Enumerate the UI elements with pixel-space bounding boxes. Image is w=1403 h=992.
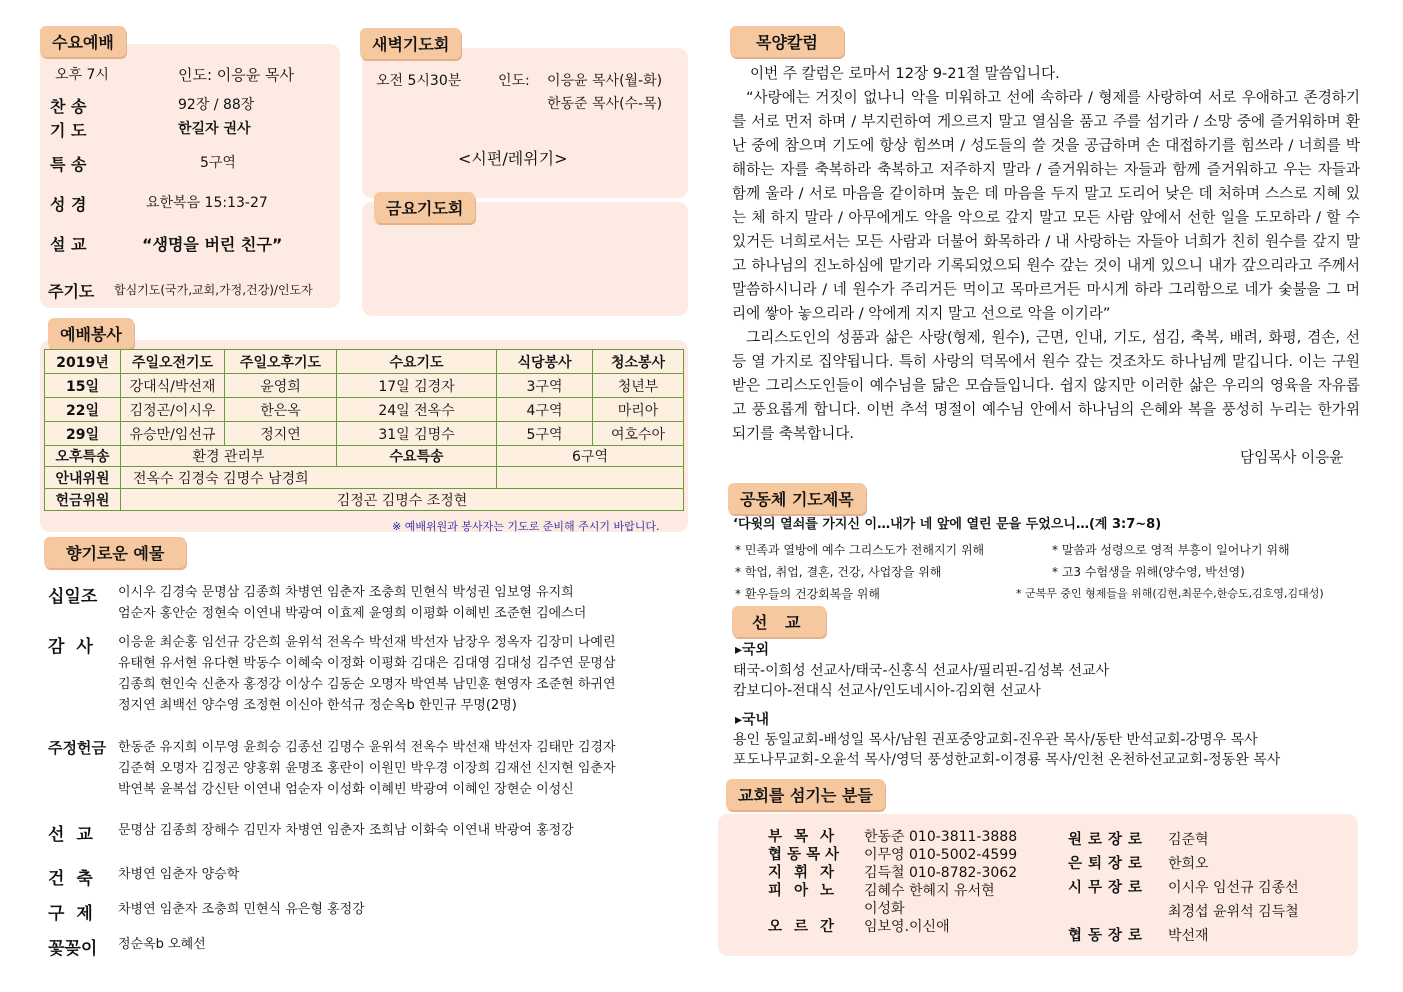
staff-tag: 교회를 섬기는 분들 bbox=[726, 779, 885, 810]
table-row bbox=[45, 398, 684, 422]
offering-names: 정순옥b 오혜선 bbox=[118, 937, 206, 952]
offerings-tag: 향기로운 예물 bbox=[44, 537, 186, 568]
staff-role: 협동장로 bbox=[1068, 928, 1149, 944]
table-row bbox=[45, 489, 684, 511]
wed-time: 오후 7시 bbox=[55, 67, 109, 83]
table-header: 식당봉사 bbox=[497, 350, 593, 374]
service-table bbox=[44, 349, 684, 511]
staff-info: 박선재 bbox=[1168, 928, 1209, 944]
dawn-prayer-tag: 새벽기도회 bbox=[360, 28, 461, 59]
offering-names: 문명삼 김종희 장해수 김민자 차병연 임춘자 조희남 이화숙 이연내 박광여 홍정강 bbox=[118, 823, 574, 838]
staff-row bbox=[1068, 828, 1299, 852]
prayer-item: * 군복무 중인 형제들을 위해(김현,최문수,한승도,김호영,김대성) bbox=[1016, 587, 1324, 600]
offering-names: 한동준 유지희 이무영 윤희승 김종선 김명수 윤위석 전옥수 박선재 박선자 김태만 김경자 bbox=[118, 740, 616, 755]
column-paragraph: “사랑에는 거짓이 없나니 악을 미워하고 선에 속하라 / 형제를 사랑하여 서로 우애하고 존경하기를 서로 먼저 하며 / 부지런하여 게으르지 말고 열심을 품고 주를 섬기라 / 소망 중에 즐거워하며 환난 중에 참으며 기도에 항상 힘쓰며 / 성도들의 쓸 것을 공급하며 손 대접하기를 힘쓰라 / 너희를 박해하는 자를 축복하라 축복하고 저주하지 말라 / 즐거워하는 자들과 함께 즐거워하고 우는 자들과 함께 울라 / 서로 마음을 같이하며 높은 데 마음을 두지 말고 도리어 낮은 데 처하며 스스로 지혜 있는 체 하지 말라 / 아무에게도 악을 악으로 갚지 말고 모든 사람 앞에서 선한 일을 도모하라 / 할 수 있거든 너희로서는 모든 사람과 더불어 화목하라 / 내 사랑하는 자들아 너희가 친히 원수를 갚지 말고 하나님의 진노하심에 맡기라 기록되었으되 원수 갚는 것이 내게 있으니 내가 갚으리라고 주께서 말씀하시니라 / 네 원수가 주리거든 먹이고 목마르거든 마시게 하라 그리함으로 네가 숯불을 그 머리에 쌓아 놓으리라 / 악에게 지지 말고 선으로 악을 이기라” bbox=[732, 89, 1360, 322]
prayer-item: * 말씀과 성령으로 영적 부흥이 일어나기 위해 bbox=[1052, 543, 1290, 557]
prayer-item: * 환우들의 건강회복을 위해 bbox=[735, 587, 880, 601]
table-cell: 17일 김경자 bbox=[337, 374, 497, 398]
offering-names: 이응윤 최순홍 임선규 강은희 윤위석 전옥수 박선재 박선자 남장우 정옥자 김장미 나예린 bbox=[118, 635, 616, 650]
offering-label: 구 제 bbox=[48, 904, 96, 924]
wed-hymn-label: 찬 송 bbox=[50, 97, 87, 116]
offering-thanks bbox=[48, 632, 616, 716]
table-cell: 청년부 bbox=[593, 374, 684, 398]
table-cell: 윤영희 bbox=[225, 374, 337, 398]
offering-names: 차병연 임춘자 조충희 민현식 유은형 홍정강 bbox=[118, 902, 365, 917]
dawn-time: 오전 5시30분 bbox=[376, 73, 462, 89]
staff-row bbox=[768, 900, 1017, 918]
offering-names: 유태현 유서현 유다현 박동수 이혜숙 이정화 이평화 김대은 김대영 김대성 김주연 문명삼 bbox=[118, 656, 616, 671]
mission-line: 포도나무교회-오윤석 목사/영덕 풍성한교회-이경룡 목사/인천 온천하선교교회-정동완 목사 bbox=[733, 752, 1281, 768]
staff-role: 은퇴장로 bbox=[1068, 856, 1149, 872]
table-cell: 한은옥 bbox=[225, 398, 337, 422]
staff-role: 시무장로 bbox=[1068, 880, 1149, 896]
offering-label: 십일조 bbox=[48, 587, 98, 607]
table-cell: 4구역 bbox=[497, 398, 593, 422]
table-cell: 김정곤 김명수 조정현 bbox=[121, 489, 684, 511]
prayer-item: * 학업, 취업, 결혼, 건강, 사업장을 위해 bbox=[735, 565, 942, 579]
prayer-topics-tag: 공동체 기도제목 bbox=[728, 483, 866, 514]
wed-scripture: 요한복음 15:13-27 bbox=[146, 195, 268, 211]
table-cell: 마리아 bbox=[593, 398, 684, 422]
wed-weekly-label: 주기도 bbox=[48, 282, 95, 301]
column-signature: 담임목사 이응윤 bbox=[1240, 449, 1344, 466]
offering-names: 김종희 현인숙 신춘자 홍정강 이상수 김동순 오명자 박연복 남민훈 현영자 조준현 하귀연 bbox=[118, 677, 616, 692]
staff-row bbox=[1068, 852, 1299, 876]
table-cell: 6구역 bbox=[497, 446, 684, 467]
dawn-lead-1: 이응윤 목사(월-화) bbox=[547, 73, 663, 89]
staff-info: 임보영.이신애 bbox=[864, 919, 950, 935]
table-header: 청소봉사 bbox=[593, 350, 684, 374]
staff-role: 협동목사 bbox=[768, 847, 845, 863]
table-cell: 여호수아 bbox=[593, 422, 684, 446]
wed-leader: 인도: 이응윤 목사 bbox=[178, 66, 295, 84]
staff-role: 피아노 bbox=[768, 883, 847, 899]
dawn-lead-2: 한동준 목사(수-목) bbox=[547, 96, 663, 112]
table-cell: 안내위원 bbox=[45, 467, 121, 489]
staff-left bbox=[768, 828, 1017, 936]
table-cell: 강대식/박선재 bbox=[121, 374, 225, 398]
table-header: 주일오후기도 bbox=[225, 350, 337, 374]
missions-domestic-heading: ▸국내 bbox=[735, 712, 770, 728]
staff-role: 오르간 bbox=[768, 919, 847, 935]
wed-sermon-label: 설 교 bbox=[50, 235, 87, 254]
table-cell: 22일 bbox=[45, 398, 121, 422]
staff-role: 지휘자 bbox=[768, 865, 847, 881]
offering-label: 주정헌금 bbox=[48, 739, 106, 757]
wed-prayer: 한길자 권사 bbox=[178, 121, 251, 137]
staff-role: 원로장로 bbox=[1068, 832, 1149, 848]
wednesday-service-tag: 수요예배 bbox=[40, 26, 126, 57]
table-cell bbox=[497, 467, 684, 489]
column-tag: 목양칼럼 bbox=[730, 26, 844, 57]
table-row bbox=[45, 467, 684, 489]
offering-flowers bbox=[48, 934, 206, 959]
mission-line: 캄보디아-전대식 선교사/인도네시아-김외현 선교사 bbox=[733, 683, 1041, 699]
service-tag: 예배봉사 bbox=[48, 318, 134, 349]
table-cell: 김정곤/이시우 bbox=[121, 398, 225, 422]
offering-names: 엄순자 홍안순 정현숙 이연내 박광여 이효제 윤영희 이평화 이혜빈 조준현 김에스더 bbox=[118, 606, 587, 621]
table-header: 수요기도 bbox=[337, 350, 497, 374]
mission-line: 태국-이희성 선교사/태국-신홍식 선교사/필리핀-김성복 선교사 bbox=[733, 663, 1110, 679]
wed-special-label: 특 송 bbox=[50, 155, 87, 174]
staff-row bbox=[1068, 900, 1299, 924]
table-header: 2019년 bbox=[45, 350, 121, 374]
offering-building bbox=[48, 864, 239, 889]
table-cell: 전옥수 김경숙 김명수 남경희 bbox=[121, 467, 497, 489]
wed-hymn: 92장 / 88장 bbox=[178, 97, 255, 113]
staff-role: 부목사 bbox=[768, 829, 847, 845]
wed-sermon: “생명을 버린 친구” bbox=[142, 235, 283, 254]
staff-info: 이시우 임선규 김종선 bbox=[1168, 880, 1299, 896]
staff-row bbox=[768, 846, 1017, 864]
staff-info: 한희오 bbox=[1168, 856, 1209, 872]
wed-special: 5구역 bbox=[200, 155, 236, 171]
table-cell: 5구역 bbox=[497, 422, 593, 446]
table-header: 주일오전기도 bbox=[121, 350, 225, 374]
offering-names: 차병연 임춘자 양승학 bbox=[118, 867, 240, 882]
offering-names: 박연복 윤복섭 강신탄 이연내 엄순자 이성화 이혜빈 박광여 이혜인 장현순 이성신 bbox=[118, 782, 574, 797]
staff-row bbox=[768, 918, 1017, 936]
table-cell: 유승만/임선규 bbox=[121, 422, 225, 446]
prayer-verse: ‘다윗의 열쇠를 가지신 이…내가 네 앞에 열린 문을 두었으니…(계 3:7~8) bbox=[733, 517, 1162, 532]
wed-scripture-label: 성 경 bbox=[50, 195, 87, 214]
table-row bbox=[45, 374, 684, 398]
table-cell: 오후특송 bbox=[45, 446, 121, 467]
offering-tithe bbox=[48, 582, 586, 624]
prayer-item: * 민족과 열방에 예수 그리스도가 전해지기 위해 bbox=[735, 543, 985, 557]
dawn-lead-label: 인도: bbox=[498, 73, 530, 89]
staff-info: 김준혁 bbox=[1168, 832, 1209, 848]
staff-info: 김득철 010-8782-3062 bbox=[864, 865, 1018, 881]
missions-tag: 선 교 bbox=[732, 606, 826, 637]
wed-prayer-label: 기 도 bbox=[50, 121, 87, 140]
table-row bbox=[45, 446, 684, 467]
offering-names: 김준혁 오명자 김정곤 양홍휘 윤명조 홍란이 이원민 박우경 이장희 김재선 신지현 임춘자 bbox=[118, 761, 616, 776]
offering-label: 건 축 bbox=[48, 869, 96, 889]
prayer-item: * 고3 수험생을 위해(양수영, 박선영) bbox=[1052, 565, 1245, 579]
table-cell: 환경 관리부 bbox=[121, 446, 337, 467]
table-row bbox=[45, 422, 684, 446]
table-cell: 수요특송 bbox=[337, 446, 497, 467]
mission-line: 용인 동일교회-배성일 목사/남원 권포중앙교회-진우관 목사/동탄 반석교회-강명우 목사 bbox=[733, 732, 1258, 748]
table-cell: 31일 김명수 bbox=[337, 422, 497, 446]
staff-row bbox=[768, 882, 1017, 900]
table-cell: 15일 bbox=[45, 374, 121, 398]
table-cell: 3구역 bbox=[497, 374, 593, 398]
staff-row bbox=[1068, 924, 1299, 948]
pastor-column bbox=[732, 62, 1360, 446]
table-cell: 29일 bbox=[45, 422, 121, 446]
table-cell: 24일 전옥수 bbox=[337, 398, 497, 422]
missions-abroad-heading: ▸국외 bbox=[735, 642, 770, 658]
table-cell: 헌금위원 bbox=[45, 489, 121, 511]
staff-info: 김혜수 한혜지 유서현 bbox=[864, 883, 995, 899]
staff-right bbox=[1068, 828, 1299, 948]
staff-row bbox=[768, 864, 1017, 882]
offering-label: 꽃꽂이 bbox=[48, 939, 98, 959]
offering-names: 정지연 최백선 양수영 조정현 이신아 한석규 정순옥b 한민규 무명(2명) bbox=[118, 698, 517, 713]
wed-weekly: 합심기도(국가,교회,가정,건강)/인도자 bbox=[114, 283, 313, 297]
staff-info: 이성화 bbox=[864, 901, 905, 917]
staff-info: 이무영 010-5002-4599 bbox=[864, 847, 1018, 863]
column-paragraph: 이번 주 칼럼은 로마서 12장 9-21절 말씀입니다. bbox=[750, 65, 1060, 82]
friday-prayer-tag: 금요기도회 bbox=[374, 192, 475, 223]
column-paragraph: 그리스도인의 성품과 삶은 사랑(형제, 원수), 근면, 인내, 기도, 섬김, 축복, 배려, 화평, 겸손, 선 등 열 가지로 집약됩니다. 특히 사랑의 덕목에서 원수 갚는 것조차도 하나님께 맡깁니다. 이는 구원 받은 그리스도인들이 예수님을 닮은 모습들입니다. 쉽지 않지만 이러한 삶은 우리의 영육을 자유롭고 풍요롭게 합니다. 이번 추석 명절이 예수님 안에서 하나님의 은혜와 복을 풍성히 누리는 한가위 되기를 축복합니다. bbox=[732, 329, 1360, 442]
staff-row bbox=[1068, 876, 1299, 900]
table-cell: 정지연 bbox=[225, 422, 337, 446]
dawn-text: <시편/레위기> bbox=[458, 149, 568, 168]
staff-row bbox=[768, 828, 1017, 846]
offering-label: 선 교 bbox=[48, 825, 96, 845]
offering-mission bbox=[48, 820, 574, 845]
offering-label: 감 사 bbox=[48, 637, 96, 657]
offering-fixed bbox=[48, 737, 616, 800]
staff-info: 한동준 010-3811-3888 bbox=[864, 829, 1018, 845]
offering-relief bbox=[48, 899, 365, 924]
service-note: ※ 예배위원과 봉사자는 기도로 준비해 주시기 바랍니다. bbox=[392, 520, 660, 533]
offering-names: 이시우 김경숙 문명삼 김종희 차병연 임춘자 조충희 민현식 박성권 임보영 유지희 bbox=[118, 585, 574, 600]
service-header-row bbox=[45, 350, 684, 374]
staff-info: 최경섭 윤위석 김득철 bbox=[1168, 904, 1299, 920]
